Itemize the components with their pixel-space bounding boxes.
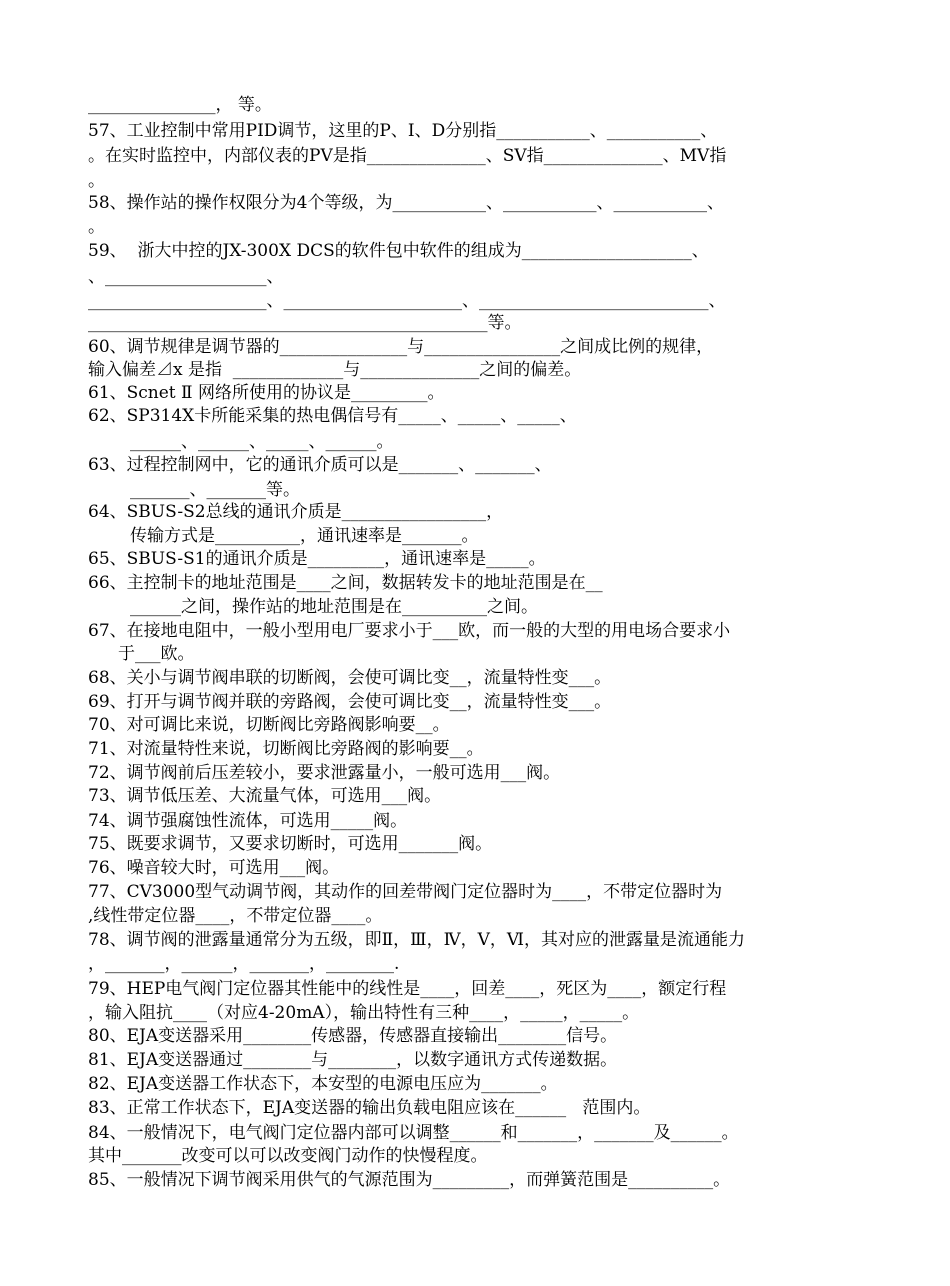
question-60: 60、调节规律是调节器的_______________与________________之间成比例的规律， (88, 337, 714, 357)
question-75: 75、既要求调节，又要求切断时，可选用_______阀。 (88, 834, 493, 854)
question-70: 70、对可调比来说，切断阀比旁路阀影响要__。 (88, 715, 450, 735)
text-line: ，_______，______，_______，________. (88, 954, 400, 974)
text-line: 。 (88, 171, 105, 191)
question-76: 76、噪音较大时，可选用___阀。 (88, 858, 340, 878)
text-line: ，输入阻抗____（对应4-20mA），输出特性有三种____，_____，_____。 (88, 1003, 640, 1023)
question-72: 72、调节阀前后压差较小，要求泄露量小，一般可选用___阀。 (88, 763, 561, 783)
question-62: 62、SP314X卡所能采集的热电偶信号有_____、_____、_____、 (88, 406, 577, 426)
question-67: 67、在接地电阻中，一般小型用电厂要求小于___欧，而一般的大型的用电场合要求小 (88, 621, 731, 641)
question-57: 57、工业控制中常用PID调节，这里的P、I、D分别指___________、___________、 (88, 121, 718, 141)
text-line: 输入偏差⊿x 是指 _____________与______________之间的偏差。 (88, 360, 582, 380)
text-line: 。 (88, 217, 105, 237)
question-73: 73、调节低压差、大流量气体，可选用___阀。 (88, 786, 442, 806)
question-80: 80、EJA变送器采用________传感器，传感器直接输出________信号。 (88, 1026, 618, 1046)
question-78: 78、调节阀的泄露量通常分为五级，即Ⅱ，Ⅲ，Ⅳ，Ⅴ，Ⅵ，其对应的泄露量是流通能力 (88, 930, 745, 950)
question-65: 65、SBUS-S1的通讯介质是_________，通讯速率是_____。 (88, 549, 546, 569)
text-line: ______之间，操作站的地址范围是在__________之间。 (130, 597, 538, 617)
question-84: 84、一般情况下，电气阀门定位器内部可以调整______和_______，_______及______。 (88, 1123, 739, 1143)
text-line: 传输方式是__________，通讯速率是_______。 (130, 526, 479, 546)
text-line: ,线性带定位器____，不带定位器____。 (88, 906, 383, 926)
question-64: 64、SBUS-S2总线的通讯介质是_________________， (88, 502, 504, 522)
question-81: 81、EJA变送器通过________与________，以数字通讯方式传递数据。 (88, 1050, 618, 1070)
question-83: 83、正常工作状态下，EJA变送器的输出负载电阻应该在______ 范围内。 (88, 1098, 651, 1118)
question-85: 85、一般情况下调节阀采用供气的气源范围为_________，而弹簧范围是__________。 (88, 1170, 731, 1190)
question-66: 66、主控制卡的地址范围是____之间，数据转发卡的地址范围是在__ (88, 573, 603, 593)
question-74: 74、调节强腐蚀性流体，可选用_____阀。 (88, 811, 408, 831)
text-line: _______________________________________________等。 (88, 313, 522, 333)
text-line: 、___________________、 (88, 267, 284, 287)
text-line: 于___欧。 (118, 644, 195, 664)
text-line: 其中_______改变可以可以改变阀门动作的快慢程度。 (88, 1146, 488, 1166)
question-58: 58、操作站的操作权限分为4个等级，为___________、___________、___________、 (88, 193, 724, 213)
question-69: 69、打开与调节阀并联的旁路阀，会使可调比变__，流量特性变___。 (88, 692, 612, 712)
question-79: 79、HEP电气阀门定位器其性能中的线性是____，回差____，死区为____，额定行程 (88, 979, 727, 999)
text-line: ______、______、_____、______。 (130, 432, 394, 452)
question-59: 59、 浙大中控的JX-300X DCS的软件包中软件的组成为____________________、 (88, 241, 709, 261)
question-77: 77、CV3000型气动调节阀，其动作的回差带阀门定位器时为____，不带定位器时为 (88, 882, 723, 902)
question-68: 68、关小与调节阀串联的切断阀，会使可调比变__，流量特性变___。 (88, 668, 612, 688)
text-line: _____________________、_____________________、___________________________、 (88, 291, 726, 311)
text-line: _______、_______等。 (130, 480, 300, 500)
question-71: 71、对流量特性来说，切断阀比旁路阀的影响要__。 (88, 739, 484, 759)
text-line: _______________， 等。 (88, 95, 272, 115)
question-61: 61、Scnet Ⅱ 网络所使用的协议是_________。 (88, 383, 445, 403)
question-63: 63、过程控制网中，它的通讯介质可以是_______、_______、 (88, 455, 552, 475)
question-82: 82、EJA变送器工作状态下，本安型的电源电压应为_______。 (88, 1074, 558, 1094)
text-line: 。在实时监控中，内部仪表的PV是指______________、SV指______________、MV指 (88, 146, 727, 166)
